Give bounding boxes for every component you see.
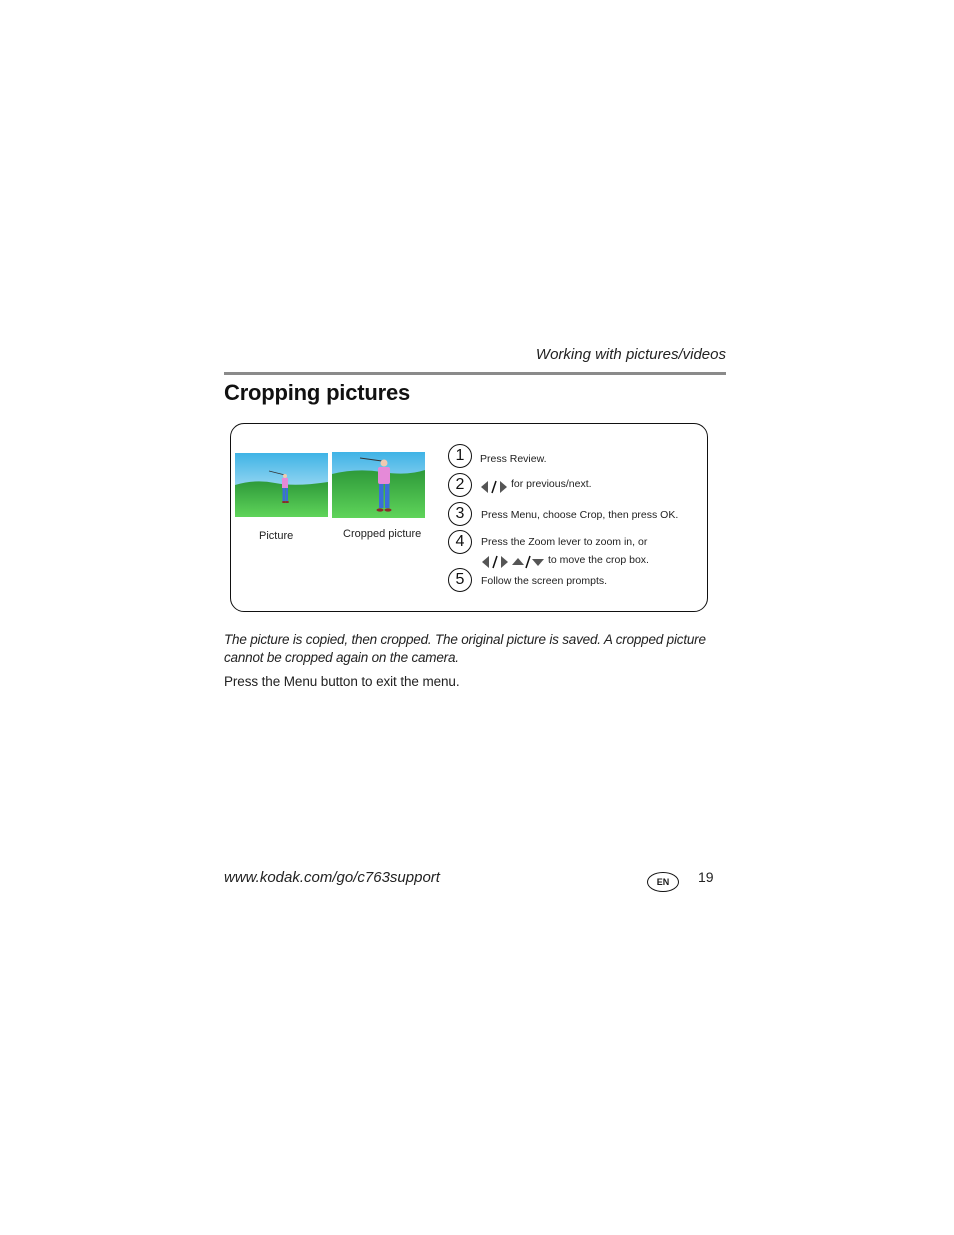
left-right-arrow-icon bbox=[482, 555, 510, 569]
step-3-text: Press Menu, choose Crop, then press OK. bbox=[481, 509, 679, 521]
step-5-text: Follow the screen prompts. bbox=[481, 575, 608, 587]
step-2-text: for previous/next. bbox=[511, 478, 592, 490]
step-2-number: 2 bbox=[448, 473, 472, 497]
step-1-text: Press Review. bbox=[480, 453, 547, 465]
step-1-number: 1 bbox=[448, 444, 472, 468]
italic-note: The picture is copied, then cropped. The original picture is saved. A cropped picture cannot be cropped again on the camera. bbox=[224, 632, 706, 665]
page-number: 19 bbox=[698, 869, 714, 885]
page-title: Cropping pictures bbox=[224, 380, 411, 405]
footer-url[interactable]: www.kodak.com/go/c763support bbox=[224, 869, 440, 886]
step-4-number: 4 bbox=[448, 530, 472, 554]
cropped-picture-thumbnail bbox=[332, 452, 425, 518]
cropped-picture-caption: Cropped picture bbox=[343, 528, 422, 540]
running-header: Working with pictures/videos bbox=[535, 346, 726, 363]
step-3-number: 3 bbox=[448, 502, 472, 526]
body-text: Press the Menu button to exit the menu. bbox=[224, 674, 460, 689]
up-down-arrow-icon bbox=[511, 555, 545, 569]
header-rule bbox=[224, 372, 726, 375]
step-5-number: 5 bbox=[448, 568, 472, 592]
picture-thumbnail bbox=[235, 453, 328, 517]
language-badge: EN bbox=[647, 872, 679, 892]
picture-caption: Picture bbox=[259, 530, 294, 542]
step-4-text: Press the Zoom lever to zoom in, or bbox=[481, 536, 648, 548]
left-right-arrow-icon bbox=[481, 480, 509, 494]
step-4-text-continued: to move the crop box. bbox=[548, 554, 649, 566]
